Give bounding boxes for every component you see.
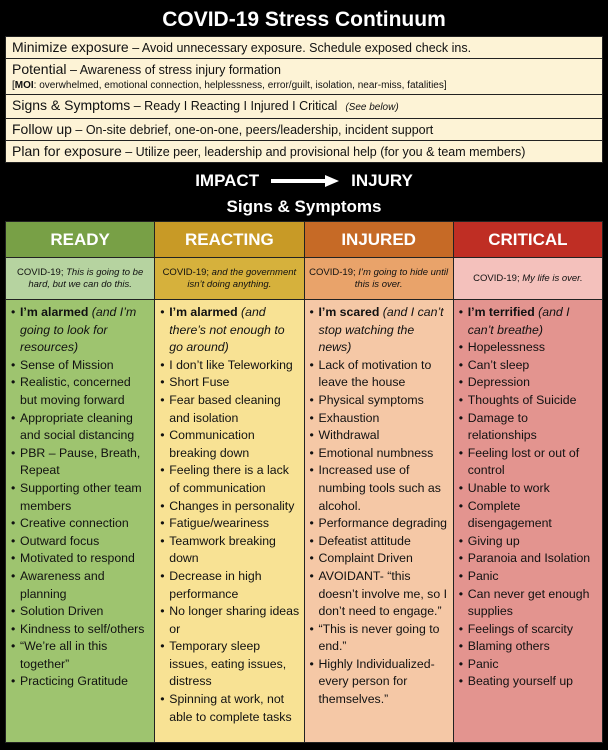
column-header: READY [6, 222, 154, 258]
list-item: • I don’t like Teleworking [160, 357, 299, 375]
subheader-prefix: COVID-19; [473, 272, 520, 284]
lead-bold: I’m alarmed [169, 305, 238, 319]
list-item: • Performance degrading [310, 515, 449, 533]
list-item: • Short Fuse [160, 374, 299, 392]
def-term: Plan for exposure [12, 143, 122, 159]
column-subheader [155, 258, 303, 300]
lead-italic: (and I can’t breathe) [467, 305, 570, 337]
lead-italic: (and there’s not enough to go around) [169, 305, 285, 355]
banner-subtitle: Signs & Symptoms [226, 197, 382, 216]
list-item: • Can’t sleep [459, 357, 598, 375]
subheader-quote: This is going to be hard, but we can do this. [28, 266, 144, 290]
list-item: • Fear based cleaning and isolation [160, 392, 299, 427]
list-item: • Feeling lost or out of control [459, 445, 598, 480]
symptom-list [310, 304, 449, 709]
column-body [454, 300, 602, 742]
list-item: • Creative connection [11, 515, 150, 533]
column-subheader [454, 258, 602, 300]
column-header: REACTING [155, 222, 303, 258]
list-item: • Realistic, concerned but moving forward [11, 374, 150, 409]
list-item: • Emotional numbness [310, 445, 449, 463]
list-item: • Beating yourself up [459, 673, 598, 691]
lead-item [310, 304, 449, 357]
column-reacting [155, 221, 304, 743]
continuum-columns [5, 221, 603, 743]
list-item: • Teamwork breaking down [160, 533, 299, 568]
list-item: • PBR – Pause, Breath, Repeat [11, 445, 150, 480]
column-subheader [305, 258, 453, 300]
def-followup [5, 119, 603, 141]
subheader-quote: and the government isn’t doing anything. [187, 266, 297, 290]
symptom-list [459, 304, 598, 691]
moi-line: [MOI: overwhelmed, emotional connection, helplessness, error/guilt, isolation, near-miss, fatalities] [12, 80, 447, 91]
list-item: • Panic [459, 568, 598, 586]
list-item: • Highly Individualized- every person for themselves.” [310, 656, 449, 709]
list-item: • Thoughts of Suicide [459, 392, 598, 410]
column-body [6, 300, 154, 742]
list-item: • Unable to work [459, 480, 598, 498]
def-desc: – Utilize peer, leadership and provisional help (for you & team members) [121, 145, 526, 159]
list-item: • Can never get enough supplies [459, 586, 598, 621]
list-item: • Motivated to respond [11, 550, 150, 568]
arrow-right-icon [271, 175, 339, 187]
symptom-list [160, 304, 299, 726]
column-subheader [6, 258, 154, 300]
lead-bold: I’m scared [318, 305, 380, 319]
def-desc: – On-site debrief, one-on-one, peers/leadership, incident support [71, 123, 434, 137]
def-term: Signs & Symptoms [12, 97, 131, 113]
list-item: • Awareness and planning [11, 568, 150, 603]
list-item: • Depression [459, 374, 598, 392]
def-potential [5, 59, 603, 95]
list-item: • No longer sharing ideas or [160, 603, 299, 638]
def-plan [5, 141, 603, 163]
def-minimize [5, 36, 603, 59]
list-item: • AVOIDANT- “this doesn’t involve me, so I don’t need to engage.” [310, 568, 449, 621]
lead-italic: (and I’m going to look for resources) [20, 305, 137, 355]
list-item: • Physical symptoms [310, 392, 449, 410]
impact-label: IMPACT [195, 171, 260, 190]
list-item: • Increased use of numbing tools such as alcohol. [310, 462, 449, 515]
page-title: COVID-19 Stress Continuum [162, 8, 446, 31]
list-item: • Paranoia and Isolation [459, 550, 598, 568]
list-item: • Feeling there is a lack of communication [160, 462, 299, 497]
definitions-panel [5, 36, 603, 163]
list-item: • Sense of Mission [11, 357, 150, 375]
column-injured [305, 221, 454, 743]
column-body [305, 300, 453, 742]
subheader-quote: My life is over. [522, 272, 583, 284]
subheader-prefix: COVID-19; [309, 266, 356, 278]
def-term: Potential [12, 61, 67, 77]
def-desc: – Awareness of stress injury formation [66, 63, 281, 77]
list-item: • Complaint Driven [310, 550, 449, 568]
lead-item [11, 304, 150, 357]
list-item: • Practicing Gratitude [11, 673, 150, 691]
def-signs [5, 95, 603, 119]
moi-text: : overwhelmed, emotional connection, helplessness, error/guilt, isolation, near-miss, fatalities] [33, 80, 447, 91]
subheader-text [473, 273, 582, 285]
list-item: • “This is never going to end.” [310, 621, 449, 656]
column-header: INJURED [305, 222, 453, 258]
subheader-text [158, 267, 300, 291]
list-item: • Fatigue/weariness [160, 515, 299, 533]
def-term: Follow up [12, 121, 72, 137]
injury-label: INJURY [351, 171, 413, 190]
list-item: • “We’re all in this together” [11, 638, 150, 673]
def-note: (See below) [345, 102, 399, 113]
impact-line [5, 169, 603, 193]
moi-label: MOI [14, 80, 34, 91]
def-desc: – Avoid unnecessary exposure. Schedule exposed check ins. [128, 41, 472, 55]
list-item: • Defeatist attitude [310, 533, 449, 551]
subheader-prefix: COVID-19; [162, 266, 210, 278]
lead-bold: I’m terrified [467, 305, 535, 319]
column-ready [5, 221, 155, 743]
subheader-text [9, 267, 151, 291]
list-item: • Giving up [459, 533, 598, 551]
symptom-list [11, 304, 150, 691]
list-item: • Blaming others [459, 638, 598, 656]
list-item: • Complete disengagement [459, 498, 598, 533]
def-term: Minimize exposure [12, 39, 129, 55]
list-item: • Panic [459, 656, 598, 674]
lead-item [160, 304, 299, 357]
lead-bold: I’m alarmed [20, 305, 89, 319]
list-item: • Appropriate cleaning and social distancing [11, 410, 150, 445]
list-item: • Outward focus [11, 533, 150, 551]
list-item: • Withdrawal [310, 427, 449, 445]
subheader-text [308, 267, 450, 291]
list-item: • Supporting other team members [11, 480, 150, 515]
subheader-prefix: COVID-19; [17, 266, 64, 278]
column-header: CRITICAL [454, 222, 602, 258]
list-item: • Temporary sleep issues, eating issues, distress [160, 638, 299, 691]
list-item: • Damage to relationships [459, 410, 598, 445]
list-item: • Kindness to self/others [11, 621, 150, 639]
list-item: • Spinning at work, not able to complete tasks [160, 691, 299, 726]
list-item: • Changes in personality [160, 498, 299, 516]
column-critical [454, 221, 603, 743]
list-item: • Hopelessness [459, 339, 598, 357]
list-item: • Decrease in high performance [160, 568, 299, 603]
list-item: • Lack of motivation to leave the house [310, 357, 449, 392]
list-item: • Feelings of scarcity [459, 621, 598, 639]
list-item: • Solution Driven [11, 603, 150, 621]
list-item: • Communication breaking down [160, 427, 299, 462]
lead-item [459, 304, 598, 339]
subheader-quote: I’m going to hide until this is over. [354, 266, 449, 290]
list-item: • Exhaustion [310, 410, 449, 428]
lead-italic: (and I can’t stop watching the news) [318, 305, 444, 355]
def-desc: – Ready I Reacting I Injured I Critical [130, 99, 338, 113]
impact-banner [5, 163, 603, 221]
column-body [155, 300, 303, 742]
